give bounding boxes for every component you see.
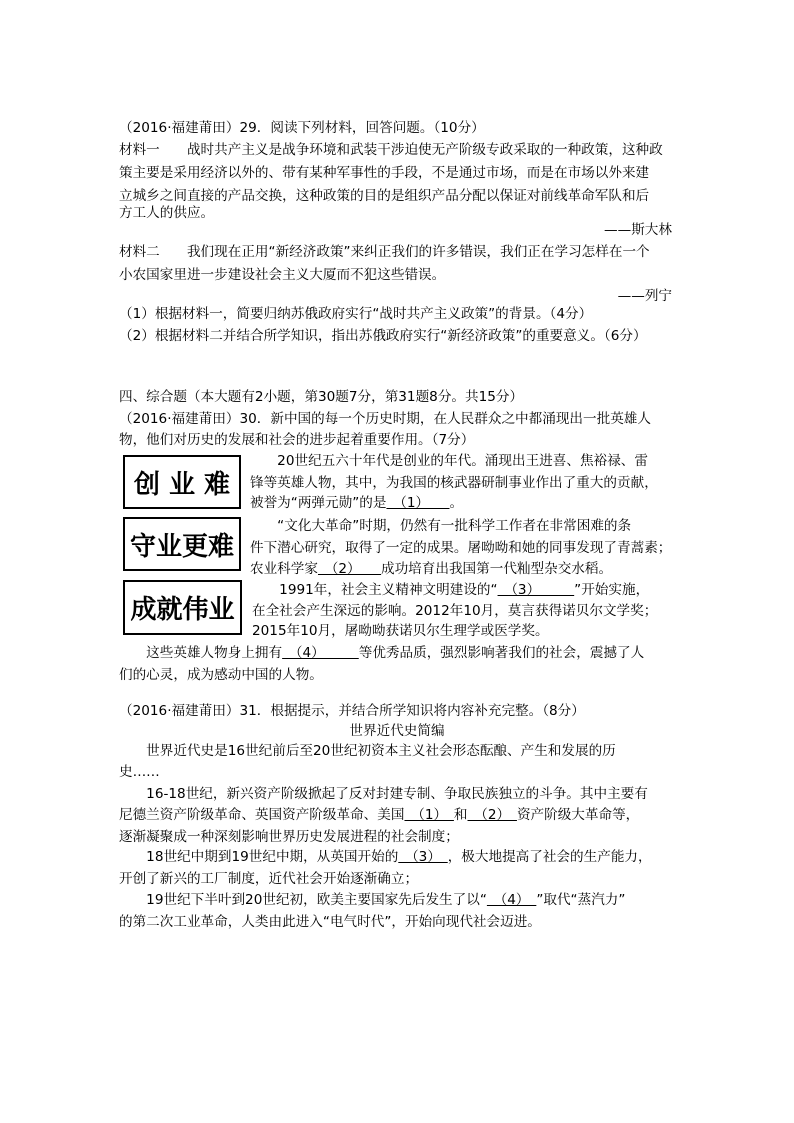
q30-p2-line	[250, 560, 612, 578]
blank-1: （1）	[404, 807, 454, 823]
box-preservation: 守业更难	[123, 517, 241, 571]
text: 尼德兰资产阶级革命、英国资产阶级革命、美国	[119, 807, 405, 823]
text: ，极大地提高了社会的生产能力，	[447, 849, 652, 865]
q31-line: 逐渐凝聚成一种深刻影响世界历史发展进程的社会制度；	[119, 829, 459, 845]
box-achievement: 成就伟业	[123, 580, 242, 635]
q31-line: 世界近代史是16世纪前后至20世纪初资本主义社会形态酝酿、产生和发展的历	[119, 743, 616, 759]
text: 18世纪中期到19世纪中期，从英国开始的	[119, 849, 399, 865]
blank-2: （2）	[467, 807, 517, 823]
q31-line	[119, 848, 652, 866]
q29-material2-line: 材料二 我们现在正用“新经济政策”来纠正我们的许多错误，我们正在学习怎样在一个	[119, 244, 650, 260]
q29-material1-line: 立城乡之间直接的产品交换，这种政策的目的是组织产品分配以保证对前线革命军队和后	[119, 188, 650, 204]
q29-question2: （2）根据材料二并结合所学知识，指出苏俄政府实行“新经济政策”的重要意义。（6分）	[119, 328, 647, 344]
text: 资产阶级大革命等，	[516, 807, 640, 823]
q29-material2-line: 小农国家里进一步建设社会主义大厦而不犯这些错误。	[119, 267, 446, 283]
q30-p4-line	[119, 644, 644, 662]
text: 1991年，社会主义精神文明建设的“	[252, 582, 498, 598]
q30-p1-line: 20世纪五六十年代是创业的年代。涌现出王进喜、焦裕禄、雷	[250, 453, 648, 469]
q31-title: 世界近代史简编	[349, 723, 445, 739]
q31-line	[119, 891, 625, 909]
text: ”取代“蒸汽力”	[536, 892, 626, 908]
text: 成功培育出我国第一代籼型杂交水稻。	[381, 561, 613, 577]
text: 这些英雄人物身上拥有	[119, 645, 283, 661]
q31-line: 16-18世纪，新兴资产阶级掀起了反对封建专制、争取民族独立的斗争。其中主要有	[119, 786, 648, 802]
q31-header: （2016·福建莆田）31．根据提示，并结合所学知识将内容补充完整。（8分）	[119, 703, 585, 719]
text: 农业科学家	[250, 561, 318, 577]
q30-p1-line	[250, 494, 463, 512]
q29-header: （2016·福建莆田）29．阅读下列材料，回答问题。（10分）	[119, 120, 485, 136]
q31-line: 的第二次工业革命，人类由此进入“电气时代”，开始向现代社会迈进。	[119, 914, 541, 930]
q30-header: 物，他们对历史的发展和社会的进步起着重要作用。（7分）	[119, 432, 475, 448]
blank-4: （4）	[282, 645, 359, 661]
q31-line	[119, 806, 639, 824]
section-4-heading: 四、综合题（本大题有2小题，第30题7分，第31题8分。共15分）	[119, 389, 524, 405]
q31-line: 史……	[119, 764, 160, 780]
q29-material1-line: 策主要是采用经济以外的、带有某种军事性的手段，不是通过市场，而是在市场以外来建	[119, 165, 650, 181]
text: 19世纪下半叶到20世纪初，欧美主要国家先后发生了以“	[119, 892, 487, 908]
q29-material1-line: 方工人的供应。	[119, 205, 215, 221]
q30-p3-line: 2015年10月，屠呦呦获诺贝尔生理学或医学奖。	[252, 623, 549, 639]
q29-material2-source: ——列宁	[617, 288, 672, 304]
q30-p2-line: “文化大革命”时期，仍然有一批科学工作者在非常困难的条	[250, 518, 632, 534]
text: 和	[453, 807, 468, 823]
q30-header: （2016·福建莆田）30．新中国的每一个历史时期，在人民群众之中都涌现出一批英雄人	[119, 411, 651, 427]
q30-p3-line	[252, 581, 649, 599]
q29-question1: （1）根据材料一，简要归纳苏俄政府实行“战时共产主义政策”的背景。（4分）	[119, 306, 593, 322]
blank-3: （3）	[497, 582, 575, 598]
q30-p4-line: 们的心灵，成为感动中国的人物。	[119, 667, 323, 683]
blank-2: （2）	[317, 561, 381, 577]
blank-3: （3）	[398, 849, 448, 865]
q30-p3-line: 在全社会产生深远的影响。2012年10月，莫言获得诺贝尔文学奖；	[252, 603, 658, 619]
q30-p1-line: 锋等英雄人物，其中，为我国的核武器研制事业作出了重大的贡献，	[250, 475, 658, 491]
text: 被誉为“两弹元勋”的是	[250, 495, 387, 511]
blank-1: （1）	[386, 495, 450, 511]
text: ”开始实施，	[574, 582, 650, 598]
text: 等优秀品质，强烈影响著我们的社会，震撼了人	[358, 645, 645, 661]
box-entrepreneurship: 创 业 难	[123, 455, 241, 509]
q30-p2-line: 件下潜心研究，取得了一定的成果。屠呦呦和她的同事发现了青蒿素；	[250, 540, 672, 556]
blank-4: （4）	[486, 892, 537, 908]
q29-material1-source: ——斯大林	[604, 222, 672, 238]
q31-line: 开创了新兴的工厂制度，近代社会开始逐渐确立；	[119, 871, 419, 887]
q29-material1-line: 材料一 战时共产主义是战争环境和武装干涉迫使无产阶级专政采取的一种政策，这种政	[119, 142, 663, 158]
text: 。	[449, 495, 464, 511]
